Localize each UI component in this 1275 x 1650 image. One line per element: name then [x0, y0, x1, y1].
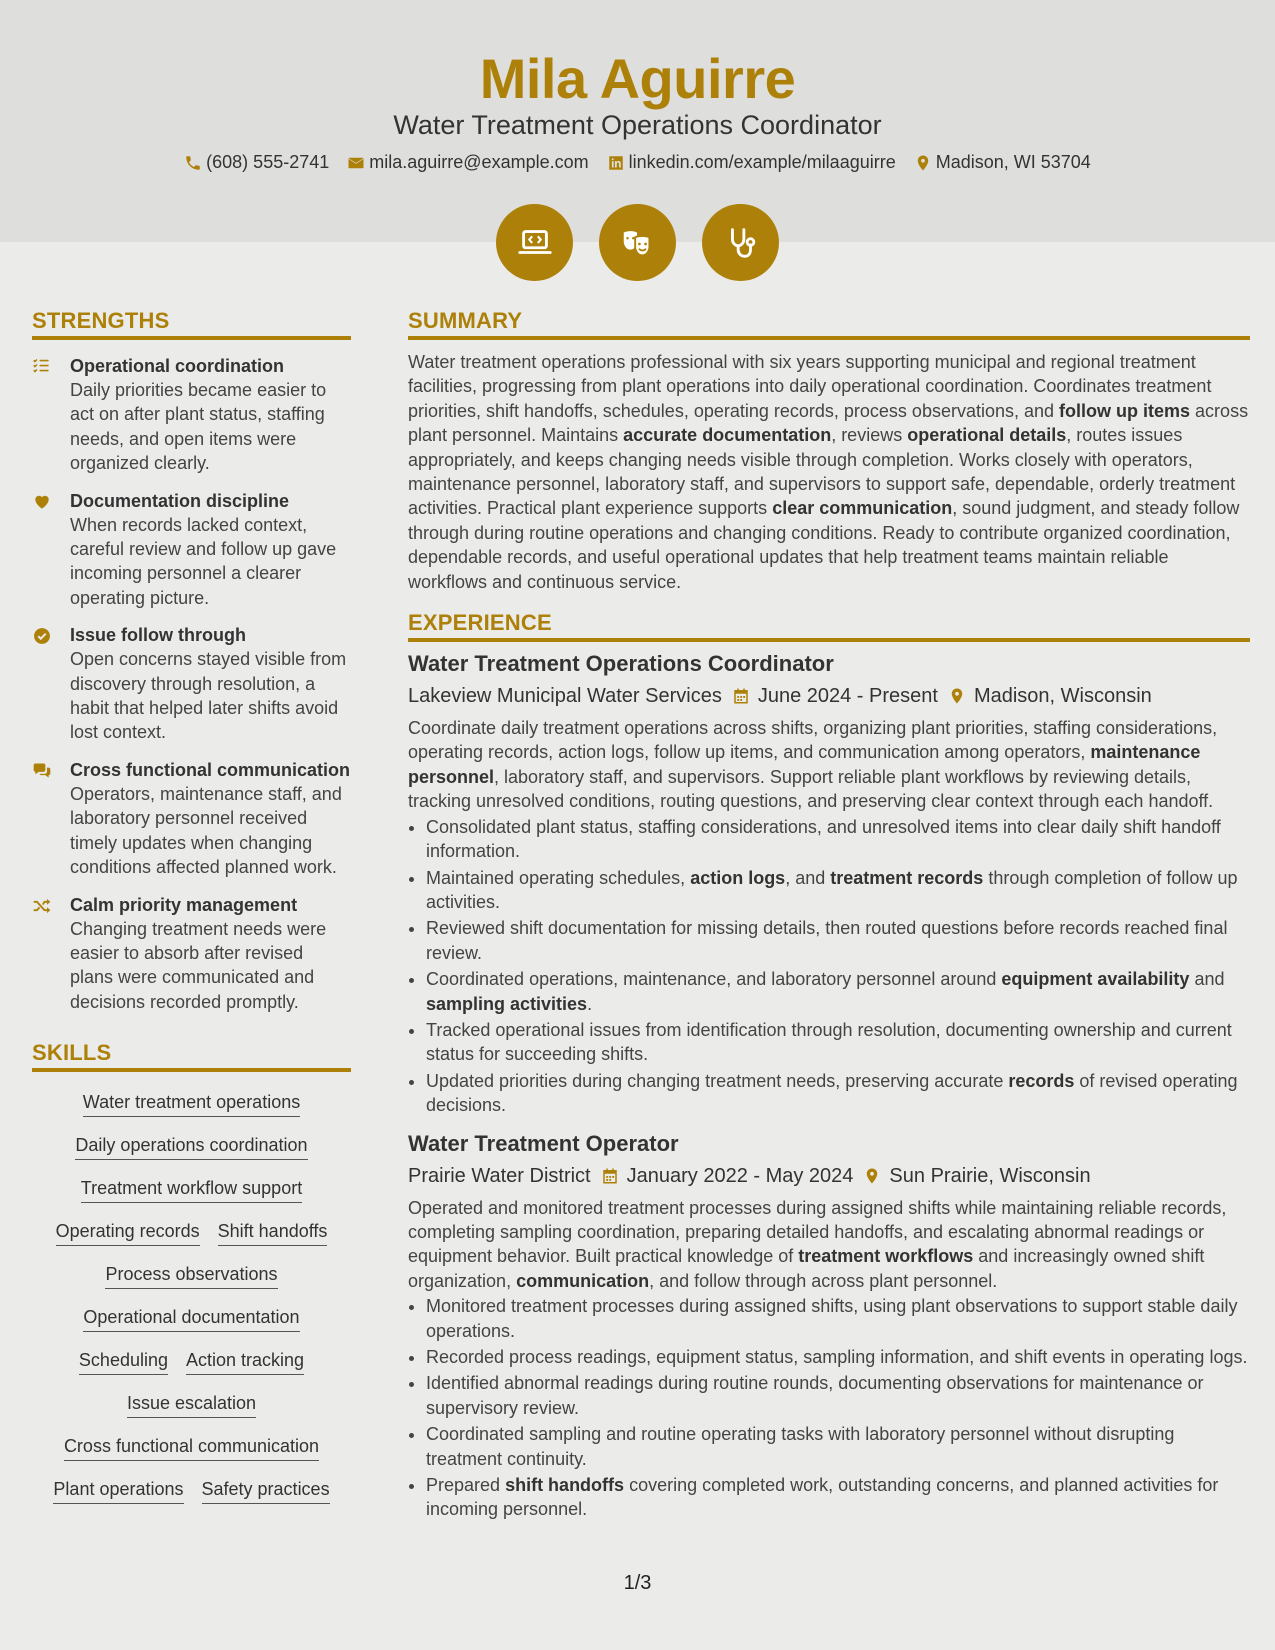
- map-pin-icon: [948, 686, 966, 706]
- skills-row: [34, 1133, 349, 1160]
- strength-title: Calm priority management: [70, 894, 298, 915]
- strength-item: [32, 758, 351, 880]
- strength-description: Operators, maintenance staff, and laboratory personnel received timely updates when changing conditions affected planned work.: [70, 783, 342, 878]
- bullet-item: • Tracked operational issues from identification through resolution, documenting ownership and current status for succeeding shifts.: [426, 1018, 1250, 1067]
- bullet-item: • Recorded process readings, equipment status, sampling information, and shift events in operating logs.: [426, 1345, 1250, 1369]
- bullet-item: • Reviewed shift documentation for missing details, then routed questions before records reached final review.: [426, 916, 1250, 965]
- job-company: Lakeview Municipal Water Services: [408, 685, 722, 708]
- summary-text: Water treatment operations professional with six years supporting municipal and regional treatment facilities, progressing from plant operations into daily operational coordination. Coordinates treatment priorities, shift handoffs, schedules, operating records, process observations, and follow up items across plant personnel. Maintains accurate documentation, reviews operational details, routes issues appropriately, and keeps changing needs visible through completion. Works closely with operators, maintenance personnel, laboratory staff, and supervisors to support safe, dependable, orderly treatment activities. Practical plant experience supports clear communication, sound judgment, and steady follow through during routine operations and changing conditions. Ready to contribute organized coordination, dependable records, and useful operational updates that help treatment teams maintain reliable workflows and continuous service.: [408, 352, 1249, 592]
- skill-tag: Shift handoffs: [218, 1219, 328, 1246]
- skill-tag: Scheduling: [79, 1348, 168, 1375]
- phone-text: (608) 555-2741: [206, 152, 330, 172]
- job-dates: June 2024 - Present: [732, 682, 938, 710]
- strength-item: [32, 354, 351, 476]
- email-text: mila.aguirre@example.com: [369, 152, 589, 172]
- linkedin-icon: [607, 154, 625, 172]
- contact-linkedin[interactable]: [607, 152, 896, 173]
- skills-heading: SKILLS: [32, 1040, 351, 1072]
- right-column: [408, 308, 1250, 1524]
- experience-list: [408, 650, 1250, 1522]
- job-entry: [408, 650, 1250, 1118]
- left-column: [32, 308, 351, 1504]
- skills-row: [34, 1219, 349, 1246]
- strength-title: Cross functional communication: [70, 759, 351, 780]
- skills-row: [34, 1305, 349, 1332]
- location-text: Madison, WI 53704: [935, 152, 1091, 172]
- page-number: 1/3: [623, 1572, 652, 1594]
- candidate-title: Water Treatment Operations Coordinator: [393, 110, 882, 140]
- theater-masks-icon: [619, 224, 657, 262]
- strengths-heading: STRENGTHS: [32, 308, 351, 340]
- skill-tag: Action tracking: [186, 1348, 304, 1375]
- contact-row: [0, 152, 1275, 173]
- skill-tag: Issue escalation: [127, 1391, 256, 1418]
- skills-row: [34, 1391, 349, 1418]
- strength-title: Issue follow through: [70, 625, 246, 646]
- calendar-icon: [601, 1166, 619, 1186]
- job-description: Coordinate daily treatment operations across shifts, organizing plant priorities, staffing considerations, operating records, action logs, follow up items, and communication among operators, maintenance personnel, laboratory staff, and supervisors. Support reliable plant workflows by reviewing details, tracking unresolved conditions, routing questions, and preserving clear context through each handoff.: [408, 718, 1218, 812]
- strength-description: Changing treatment needs were easier to absorb after revised plans were communicated and decisions recorded promptly.: [70, 918, 327, 1012]
- bullet-item: • Updated priorities during changing treatment needs, preserving accurate records of revised operating decisions.: [426, 1069, 1250, 1118]
- skills-row: [34, 1262, 349, 1289]
- strength-title: Operational coordination: [70, 356, 285, 376]
- strengths-list: [32, 354, 351, 1014]
- job-description: Operated and monitored treatment processes during assigned shifts while maintaining reliable records, completing sampling coordination, preparing detailed handoffs, and escalating abnormal readings or equipment behavior. Built practical knowledge of treatment workflows and increasingly owned shift organization, communication, and follow through across plant personnel.: [408, 1197, 1227, 1291]
- skills-row: [34, 1434, 349, 1461]
- bullet-item: • Maintained operating schedules, action logs, and treatment records through completion of follow up activities.: [426, 866, 1250, 915]
- strength-description: Open concerns stayed visible from discovery through resolution, a habit that helped later shifts avoid lost context.: [70, 649, 347, 743]
- skill-tag: Operational documentation: [83, 1305, 299, 1332]
- comments-icon: [32, 761, 52, 781]
- contact-email[interactable]: [347, 152, 588, 173]
- candidate-name: Mila Aguirre: [479, 47, 796, 110]
- contact-location: [914, 152, 1091, 173]
- job-location: Madison, Wisconsin: [948, 682, 1152, 710]
- bullet-item: • Coordinated sampling and routine operating tasks with laboratory personnel without disrupting treatment continuity.: [426, 1422, 1250, 1471]
- skill-tag: Operating records: [56, 1219, 200, 1246]
- bullet-item: • Prepared shift handoffs covering completed work, outstanding concerns, and planned activities for incoming personnel.: [426, 1473, 1250, 1522]
- skill-tag: Plant operations: [53, 1477, 183, 1504]
- summary-heading: SUMMARY: [408, 308, 1250, 340]
- shuffle-icon: [32, 896, 52, 916]
- linkedin-text: linkedin.com/example/milaaguirre: [628, 152, 896, 172]
- bullet-item: • Consolidated plant status, staffing considerations, and unresolved items into clear daily shift handoff information.: [426, 815, 1250, 864]
- strength-description: Daily priorities became easier to act on after plant status, staffing needs, and open items were organized clearly.: [70, 380, 327, 474]
- phone-icon: [184, 154, 202, 172]
- job-meta: [408, 682, 1250, 710]
- bullet-item: • Monitored treatment processes during assigned shifts, using plant observations to support stable daily operations.: [426, 1294, 1250, 1343]
- strength-description: When records lacked context, careful review and follow up gave incoming personnel a clearer operating picture.: [70, 514, 337, 608]
- skill-tag: Cross functional communication: [64, 1434, 319, 1461]
- calendar-icon: [732, 686, 750, 706]
- job-company: Prairie Water District: [408, 1164, 591, 1187]
- strength-title: Documentation discipline: [70, 490, 290, 511]
- job-bullets: [408, 815, 1250, 1118]
- envelope-icon: [347, 154, 365, 172]
- skills-list: [32, 1090, 351, 1504]
- strength-item: [32, 893, 351, 1015]
- theater-masks-badge: [599, 204, 676, 281]
- job-title: Water Treatment Operations Coordinator: [408, 651, 834, 677]
- bullet-item: • Coordinated operations, maintenance, and laboratory personnel around equipment availability and sampling activities.: [426, 967, 1250, 1016]
- badge-row: [0, 204, 1275, 281]
- skills-row: [34, 1477, 349, 1504]
- stethoscope-icon: [722, 224, 760, 262]
- skills-row: [34, 1348, 349, 1375]
- skills-row: [34, 1176, 349, 1203]
- experience-heading: EXPERIENCE: [408, 610, 1250, 642]
- job-dates: January 2022 - May 2024: [601, 1162, 854, 1190]
- job-title: Water Treatment Operator: [408, 1130, 679, 1156]
- skill-tag: Safety practices: [202, 1477, 330, 1504]
- laptop-code-icon: [516, 224, 554, 262]
- map-pin-icon: [914, 154, 932, 172]
- skill-tag: Treatment workflow support: [81, 1176, 302, 1203]
- skills-row: [34, 1090, 349, 1117]
- skill-tag: Daily operations coordination: [75, 1133, 307, 1160]
- job-entry: [408, 1130, 1250, 1522]
- skill-tag: Water treatment operations: [83, 1090, 300, 1117]
- list-check-icon: [32, 357, 52, 377]
- contact-phone[interactable]: [184, 152, 329, 173]
- strength-item: [32, 489, 351, 611]
- job-bullets: [408, 1294, 1250, 1522]
- heart-icon: [32, 492, 52, 512]
- laptop-code-badge: [496, 204, 573, 281]
- map-pin-icon: [863, 1166, 881, 1186]
- job-location: Sun Prairie, Wisconsin: [863, 1162, 1090, 1190]
- check-circle-icon: [32, 626, 52, 646]
- bullet-item: • Identified abnormal readings during routine rounds, documenting observations for maintenance or supervisory review.: [426, 1371, 1250, 1420]
- strength-item: [32, 623, 351, 745]
- skill-tag: Process observations: [105, 1262, 277, 1289]
- stethoscope-badge: [702, 204, 779, 281]
- job-meta: [408, 1162, 1250, 1190]
